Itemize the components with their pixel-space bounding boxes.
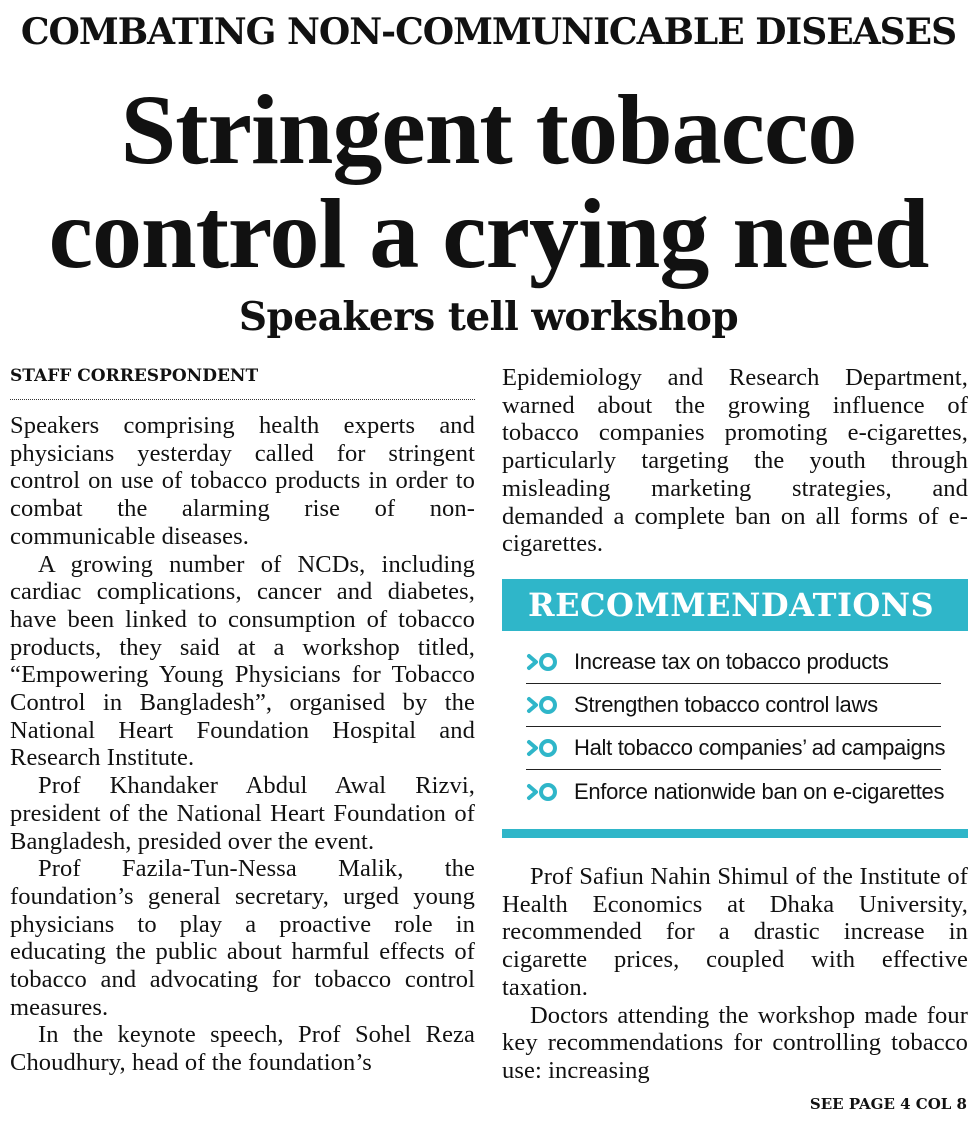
recommendation-item — [526, 684, 941, 727]
double-chevron-circle-icon — [526, 652, 562, 672]
recommendation-text: Enforce nationwide ban on e-cigarettes — [574, 778, 945, 804]
continuation-note: SEE PAGE 4 COL 8 — [809, 1095, 967, 1113]
recommendation-item — [526, 641, 941, 684]
left-column — [10, 364, 475, 1077]
recommendation-text: Strengthen tobacco control laws — [574, 692, 878, 717]
paragraph: Prof Safiun Nahin Shimul of the Institute of Health Economics at Dhaka University, recommended for a drastic increase in cigarette prices, coupled with effective taxation. — [502, 863, 968, 1001]
recommendations-title: RECOMMENDATIONS — [502, 579, 968, 631]
double-chevron-circle-icon — [526, 695, 562, 715]
paragraph: In the keynote speech, Prof Sohel Reza Choudhury, head of the foundation’s — [10, 1021, 475, 1077]
recommendations-box — [502, 579, 968, 838]
recommendation-text: Increase tax on tobacco products — [574, 649, 889, 674]
left-column-text — [10, 412, 475, 1077]
paragraph: Doctors attending the workshop made four key recommendations for controlling tobacco use: increasing — [502, 1001, 968, 1084]
paragraph: Prof Khandaker Abdul Awal Rizvi, president of the National Heart Foundation of Bangladesh, presided over the event. — [10, 772, 475, 855]
headline-line-2: control a crying need — [48, 178, 929, 289]
paragraph: Prof Fazila-Tun-Nessa Malik, the foundation’s general secretary, urged young physicians to play a proactive role in educating the public about harmful effects of tobacco and advocating for tobacco control measures. — [10, 855, 475, 1021]
recommendation-text: Halt tobacco companies’ ad campaigns — [574, 735, 946, 760]
paragraph: A growing number of NCDs, including cardiac complications, cancer and diabetes, have been linked to consumption of tobacco products, they said at a workshop titled, “Empowering Young Physicians for Tobacco Control in Bangladesh”, organised by the National Heart Foundation Hospital and Research Institute. — [10, 550, 475, 772]
paragraph: Speakers comprising health experts and physicians yesterday called for stringent control on use of tobacco products in order to combat the alarming rise of non-communicable diseases. — [10, 412, 475, 550]
kicker: COMBATING NON-COMMUNICABLE DISEASES — [20, 11, 957, 53]
recommendation-item — [526, 727, 946, 770]
paragraph: Epidemiology and Research Department, warned about the growing influence of tobacco companies promoting e-cigarettes, particularly targeting the youth through misleading marketing strategies, and demanded a complete ban on all forms of e-cigarettes. — [502, 364, 968, 558]
right-column-bottom — [502, 863, 968, 1085]
byline-divider — [10, 399, 475, 400]
byline: STAFF CORRESPONDENT — [10, 366, 259, 386]
recommendations-list — [502, 631, 968, 813]
double-chevron-circle-icon — [526, 738, 562, 758]
headline-line-1: Stringent tobacco — [120, 74, 857, 185]
headline — [0, 74, 977, 289]
recommendation-item — [526, 770, 945, 813]
double-chevron-circle-icon — [526, 782, 562, 802]
right-column-top — [502, 364, 968, 558]
subheadline: Speakers tell workshop — [238, 294, 739, 340]
